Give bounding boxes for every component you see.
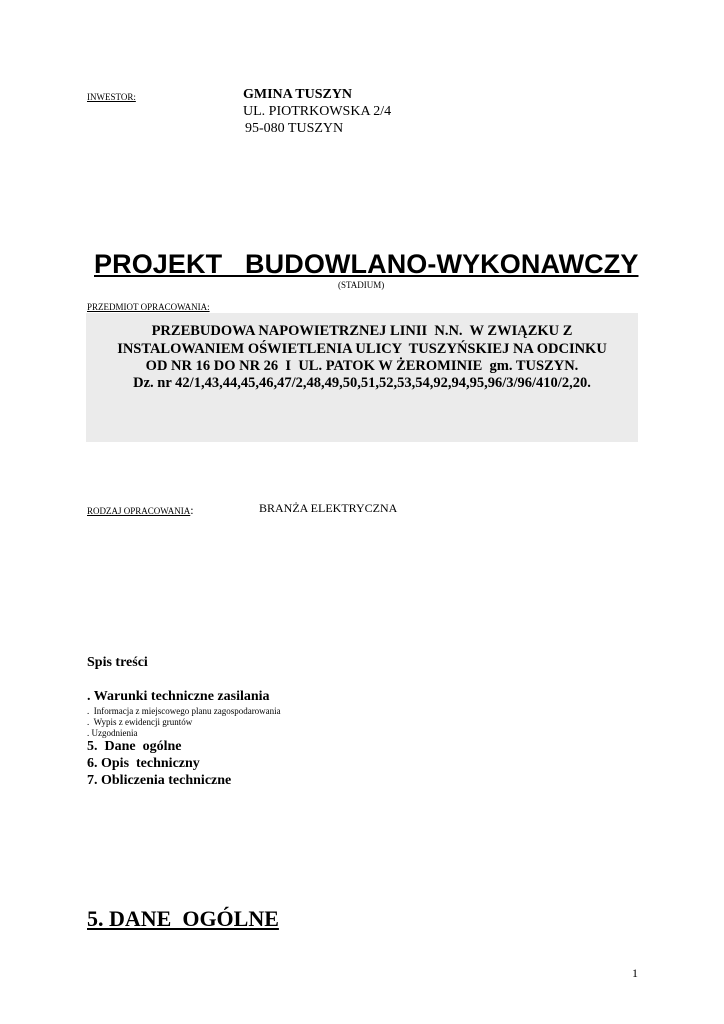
toc-item: 5. Dane ogólne [87, 739, 182, 754]
investor-name: GMINA TUSZYN [243, 87, 353, 102]
subject-line-1: PRZEBUDOWA NAPOWIETRZNEJ LINII N.N. W ZWIĄZKU Z [151, 323, 573, 339]
toc-item: . Warunki techniczne zasilania [87, 689, 270, 704]
subject-line-4: Dz. nr 42/1,43,44,45,46,47/2,48,49,50,51,52,53,54,92,94,95,96/3/96/410/2,20. [133, 375, 591, 391]
subject-label: PRZEDMIOT OPRACOWANIA: [87, 302, 210, 312]
toc-heading: Spis treści [87, 655, 148, 670]
subject-line-2: INSTALOWANIEM OŚWIETLENIA ULICY TUSZYŃSKIEJ NA ODCINKU [117, 341, 607, 357]
investor-street: UL. PIOTRKOWSKA 2/4 [243, 104, 392, 119]
rodzaj-label-group [87, 503, 194, 518]
stadium-label: (STADIUM) [338, 280, 385, 290]
toc-item: . Informacja z miejscowego planu zagospodarowania [87, 706, 281, 716]
toc-item: 6. Opis techniczny [87, 756, 200, 771]
toc-item: . Uzgodnienia [87, 728, 138, 738]
investor-city: 95-080 TUSZYN [245, 121, 344, 136]
investor-label: INWESTOR: [87, 92, 136, 102]
document-title: PROJEKT BUDOWLANO-WYKONAWCZY [94, 249, 639, 279]
toc-item: 7. Obliczenia techniczne [87, 773, 232, 788]
subject-line-3: OD NR 16 DO NR 26 I UL. PATOK W ŻEROMINIE gm. TUSZYN. [145, 358, 579, 374]
page-number: 1 [632, 966, 638, 980]
rodzaj-colon: : [190, 503, 194, 517]
section-heading: 5. DANE OGÓLNE [87, 906, 279, 931]
rodzaj-value: BRANŻA ELEKTRYCZNA [259, 501, 398, 515]
subject-box [86, 313, 638, 442]
toc-item: . Wypis z ewidencji gruntów [87, 717, 193, 727]
rodzaj-label: RODZAJ OPRACOWANIA [87, 506, 191, 516]
